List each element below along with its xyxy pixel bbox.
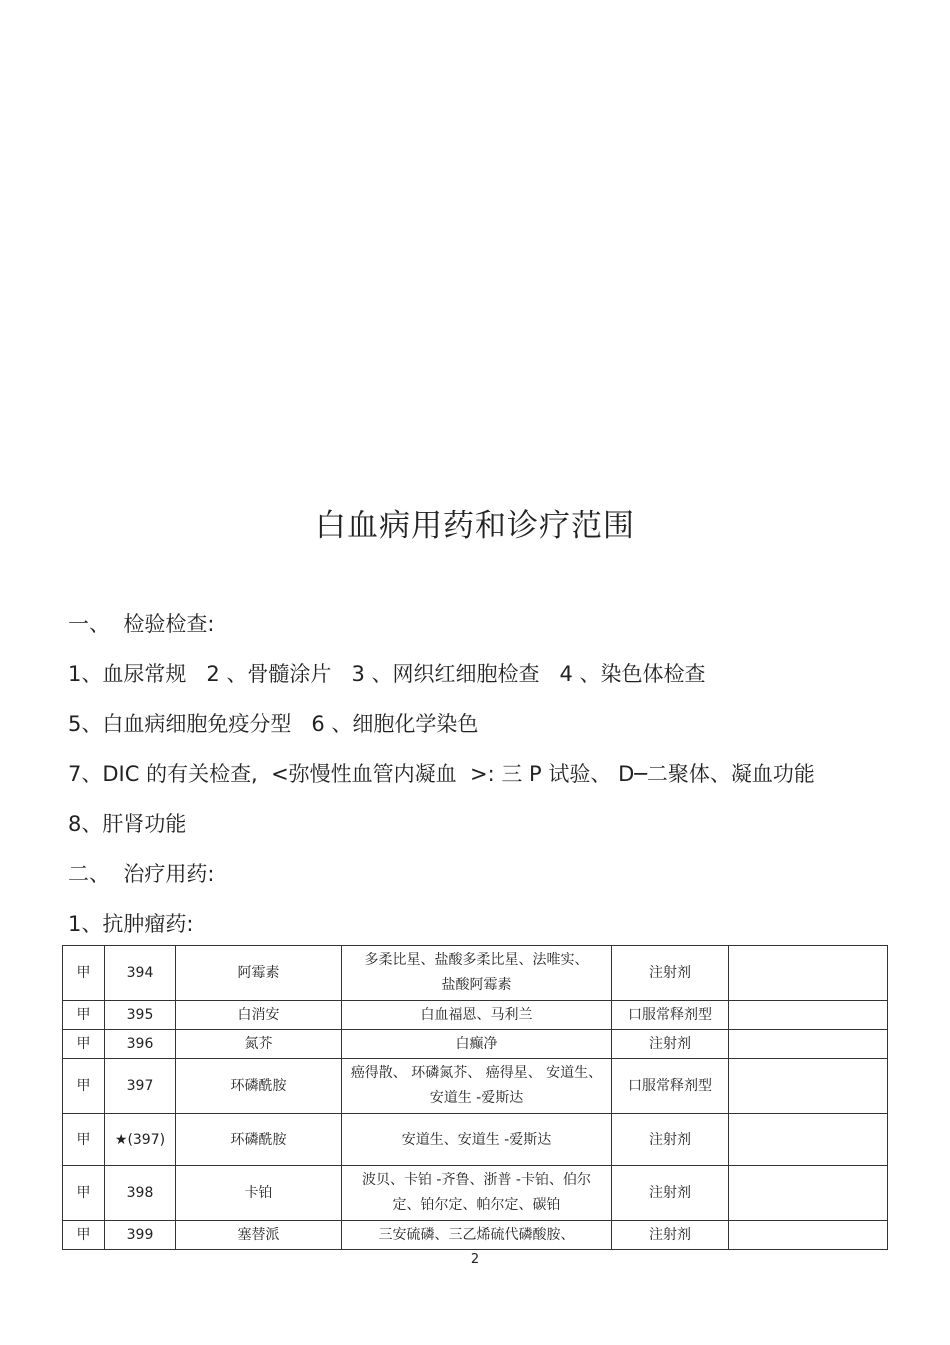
drug-table	[62, 945, 888, 1250]
grade-cell: 甲	[63, 1001, 105, 1030]
table-row	[63, 1166, 888, 1221]
note-cell	[729, 1001, 888, 1030]
tests-line-3: 7、DIC 的有关检查, <弥慢性血管内凝血 >: 三 P 试验、 D─二聚体、凝血功能	[68, 762, 815, 786]
dosage-form-cell: 口服常释剂型	[612, 1001, 729, 1030]
note-cell	[729, 1166, 888, 1221]
grade-cell: 甲	[63, 1166, 105, 1221]
aliases-cell: 多柔比星、盐酸多柔比星、法唯实、 盐酸阿霉素	[342, 946, 612, 1001]
grade-cell: 甲	[63, 1221, 105, 1250]
tests-line-4: 8、肝肾功能	[68, 812, 187, 836]
grade-cell: 甲	[63, 1114, 105, 1166]
section-heading-treatment: 二、 治疗用药:	[68, 862, 215, 886]
tests-line-2: 5、白血病细胞免疫分型 6 、细胞化学染色	[68, 712, 479, 736]
drug-name-cell: 白消安	[176, 1001, 342, 1030]
aliases-cell: 安道生、安道生 -爱斯达	[342, 1114, 612, 1166]
drug-name-cell: 卡铂	[176, 1166, 342, 1221]
aliases-cell: 三安硫磷、三乙烯硫代磷酸胺、	[342, 1221, 612, 1250]
dosage-form-cell: 注射剂	[612, 1030, 729, 1059]
dosage-form-cell: 注射剂	[612, 1221, 729, 1250]
aliases-cell: 波贝、卡铂 -齐鲁、浙普 -卡铂、伯尔 定、铂尔定、帕尔定、碳铂	[342, 1166, 612, 1221]
section-heading-tests: 一、 检验检查:	[68, 612, 215, 636]
note-cell	[729, 1114, 888, 1166]
dosage-form-cell: 注射剂	[612, 946, 729, 1001]
subsection-antitumor: 1、抗肿瘤药:	[68, 912, 194, 936]
number-cell: 397	[105, 1059, 176, 1114]
number-cell: 398	[105, 1166, 176, 1221]
aliases-cell: 白癫净	[342, 1030, 612, 1059]
table-row	[63, 1001, 888, 1030]
note-cell	[729, 1059, 888, 1114]
aliases-cell: 癌得散、 环磷氮芥、 癌得星、 安道生、 安道生 -爱斯达	[342, 1059, 612, 1114]
number-cell: 394	[105, 946, 176, 1001]
table-row	[63, 946, 888, 1001]
drug-name-cell: 氮芥	[176, 1030, 342, 1059]
grade-cell: 甲	[63, 1030, 105, 1059]
number-cell: 396	[105, 1030, 176, 1059]
note-cell	[729, 946, 888, 1001]
number-cell: 395	[105, 1001, 176, 1030]
table-row	[63, 1221, 888, 1250]
drug-name-cell: 环磷酰胺	[176, 1059, 342, 1114]
table-row	[63, 1059, 888, 1114]
dosage-form-cell: 口服常释剂型	[612, 1059, 729, 1114]
drug-name-cell: 塞替派	[176, 1221, 342, 1250]
number-cell: ★(397)	[105, 1114, 176, 1166]
page-number: 2	[470, 1252, 480, 1267]
drug-name-cell: 环磷酰胺	[176, 1114, 342, 1166]
dosage-form-cell: 注射剂	[612, 1166, 729, 1221]
grade-cell: 甲	[63, 1059, 105, 1114]
grade-cell: 甲	[63, 946, 105, 1001]
table-row	[63, 1030, 888, 1059]
drug-name-cell: 阿霉素	[176, 946, 342, 1001]
number-cell: 399	[105, 1221, 176, 1250]
dosage-form-cell: 注射剂	[612, 1114, 729, 1166]
aliases-cell: 白血福恩、马利兰	[342, 1001, 612, 1030]
note-cell	[729, 1030, 888, 1059]
table-row	[63, 1114, 888, 1166]
page-title: 白血病用药和诊疗范围	[315, 508, 635, 544]
note-cell	[729, 1221, 888, 1250]
tests-line-1: 1、血尿常规 2 、骨髓涂片 3 、网织红细胞检查 4 、染色体检查	[68, 662, 706, 686]
